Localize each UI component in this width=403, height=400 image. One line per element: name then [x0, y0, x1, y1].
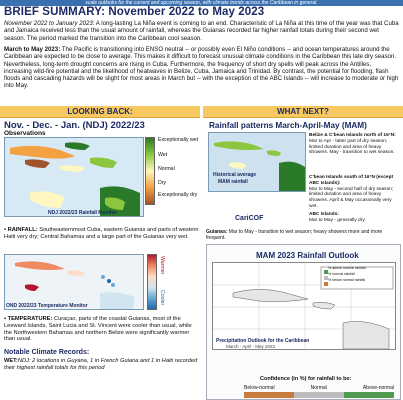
temperature-monitor-map — [4, 254, 144, 310]
outlook-caption-2: March - April - May 2023 — [226, 344, 276, 349]
side-note-south-text: Mar to May - second half of dry season; limited duration and area of heavy showers. April & May occasionally very wet. — [309, 186, 394, 209]
confidence-below: Below-normal — [244, 385, 275, 391]
observations-subheading: Observations — [4, 130, 46, 137]
side-note-south-title: C'bean Islands south of 16°N (except ABC Islands): — [309, 175, 394, 186]
temperature-label: TEMPERATURE: — [7, 316, 53, 322]
historical-caption-1: Historical average — [213, 172, 257, 178]
outlook-legend-below: % below normal rainfall — [328, 278, 366, 282]
confidence-heading: Confidence (in %) for rainfall to be: — [260, 376, 352, 382]
confidence-above: Above-normal — [362, 385, 394, 391]
temperature-bullet: ▪ TEMPERATURE: Curaçao, parts of the coastal Guianas, most of the Leeward Islands, Saint Lucia and St. Vincent were cooler than usual, while the Northwestern Bahamas and northern Belize were significantly warmer than usual. — [4, 316, 192, 343]
confidence-color-bar — [244, 392, 394, 398]
page-title: BRIEF SUMMARY: November 2022 to May 2023 — [4, 6, 265, 18]
legend-cooler: Cooler — [159, 290, 165, 306]
side-note-abc — [309, 212, 401, 224]
ndj-heading: Nov. - Dec. - Jan. (NDJ) 2022/23 — [4, 120, 145, 131]
rainfall-label: RAINFALL: — [7, 227, 38, 233]
summary-paragraph-2 — [4, 46, 400, 90]
side-note-abc-text: Mar to May - generally dry. — [309, 217, 366, 223]
caricof-logo: CariCOF — [235, 215, 264, 222]
temperature-text: Curaçao, parts of the coastal Guianas, most of the Leeward Islands, Saint Lucia and St. Vincent were cooler than usual, while the Northwestern Bahamas and northern Belize were significantly warmer than usual. — [4, 316, 192, 343]
temperature-monitor-caption: OND 2022/23 Temperature Monitor — [6, 303, 88, 309]
outlook-heading: MAM 2023 Rainfall Outlook — [256, 251, 359, 260]
confidence-normal: Normal — [310, 385, 327, 391]
rainfall-legend-bar — [145, 137, 155, 205]
rainfall-monitor-map — [4, 137, 144, 217]
summary-p2-text: The Pacific is transitioning into ENSO neutral -- or possibly even El Niño conditions -- and ocean temperatures around the Caribbean are expected to be close to average. This makes it difficult to forecast unusual climate conditions in the Caribbean this late dry season. Nevertheless, long-term drought concerns are rising in Cuba. Furthermore, the frequency of short dry spells will peak across the Antilles, increasing wild-fire potential and the likelihood of heatwaves in Belize, Cuba, Jamaica and Trinidad. By contrast, the potential for flooding, flash floods and cascading hazards will be slight for most areas in March but -- with the exception of the ABC Islands -- will increase to moderate or high into May. — [4, 46, 399, 90]
outlook-caption-1: Precipitation Outlook for the Caribbean — [216, 338, 310, 344]
rainfall-text: Southeasternmost Cuba, eastern Guianas and parts of western Haiti very dry; Central Bahamas and a large part of the Guianas very wet. — [4, 227, 199, 240]
side-note-north — [309, 133, 401, 156]
legend-dry: Dry — [158, 180, 167, 186]
what-next-banner: WHAT NEXT? — [203, 106, 403, 118]
rainfall-monitor-caption: NDJ 2022/23 Rainfall Monitor — [48, 210, 117, 216]
legend-exceptionally-dry: Exceptionally dry — [158, 192, 198, 198]
confidence-swatch-normal — [294, 392, 344, 398]
confidence-labels — [244, 385, 394, 391]
wet-records — [4, 358, 200, 372]
outlook-legend — [328, 265, 366, 283]
wet-label: WET: — [4, 358, 18, 364]
outlook-map — [212, 262, 396, 350]
looking-back-banner: LOOKING BACK: — [0, 106, 200, 118]
historical-caption-2: MAM rainfall — [218, 179, 248, 185]
summary-p2-lead: March to May 2023: — [4, 46, 61, 53]
summary-p1-text: A long-lasting La Niña event is coming to an end. Characteristic of La Niña at this time of the year was that Cuba and Jamaica received less than the usual amount of rainfall, whereas the Guianas recorded far higher rainfall totals during their second wet season. The period marked the transition into the Caribbean cool season. — [4, 20, 399, 42]
confidence-swatch-below — [244, 392, 294, 398]
side-note-north-title: Belize & C'bean Islands north of 16°N: — [309, 133, 396, 138]
column-divider — [200, 106, 203, 400]
wet-text: NDJ: 2 locations in Guyana, 1 in French Guiana and 1 in Haiti recorded their highest rainfall totals for this period — [4, 358, 198, 371]
rainfall-bullet: ▪ RAINFALL: Southeasternmost Cuba, eastern Guianas and parts of western Haiti very dry; Central Bahamas and a large part of the Guianas very wet. — [4, 227, 199, 240]
legend-warmer: Warmer — [159, 256, 165, 275]
confidence-swatch-above — [344, 392, 394, 398]
legend-normal: Normal — [158, 166, 175, 172]
summary-paragraph-1 — [4, 20, 400, 42]
outlook-map-graphic — [213, 263, 396, 350]
summary-p1-lead: November 2022 to January 2023: — [4, 20, 95, 27]
guianas-note — [206, 229, 402, 241]
side-note-south — [309, 175, 401, 210]
guianas-text: Mar to May - transition to wet season; heavy showers more and more frequent. — [206, 229, 383, 241]
legend-wet: Wet — [158, 152, 168, 158]
top-strip-text: scale outlooks for the current and upcoming season, with climate trends across the Caribbean in general. — [85, 0, 318, 6]
guianas-label: Guianas: — [206, 229, 228, 235]
temperature-map-graphic — [5, 255, 144, 310]
rainfall-map-graphic — [5, 138, 144, 217]
outlook-legend-normal: % normal rainfall — [328, 272, 355, 276]
legend-exceptionally-wet: Exceptionally wet — [158, 137, 199, 143]
outlook-legend-above: % above normal rainfall — [328, 266, 366, 270]
temperature-legend-bar — [147, 254, 157, 310]
notable-records-heading: Notable Climate Records: — [4, 349, 90, 356]
side-note-north-text: Mar to Apr - latter part of dry season; limited duration and area of heavy showers. May - transition to wet season. — [309, 138, 395, 156]
mam-heading: Rainfall patterns March-April-May (MAM) — [209, 121, 367, 130]
side-note-abc-title: ABC Islands: — [309, 212, 339, 217]
